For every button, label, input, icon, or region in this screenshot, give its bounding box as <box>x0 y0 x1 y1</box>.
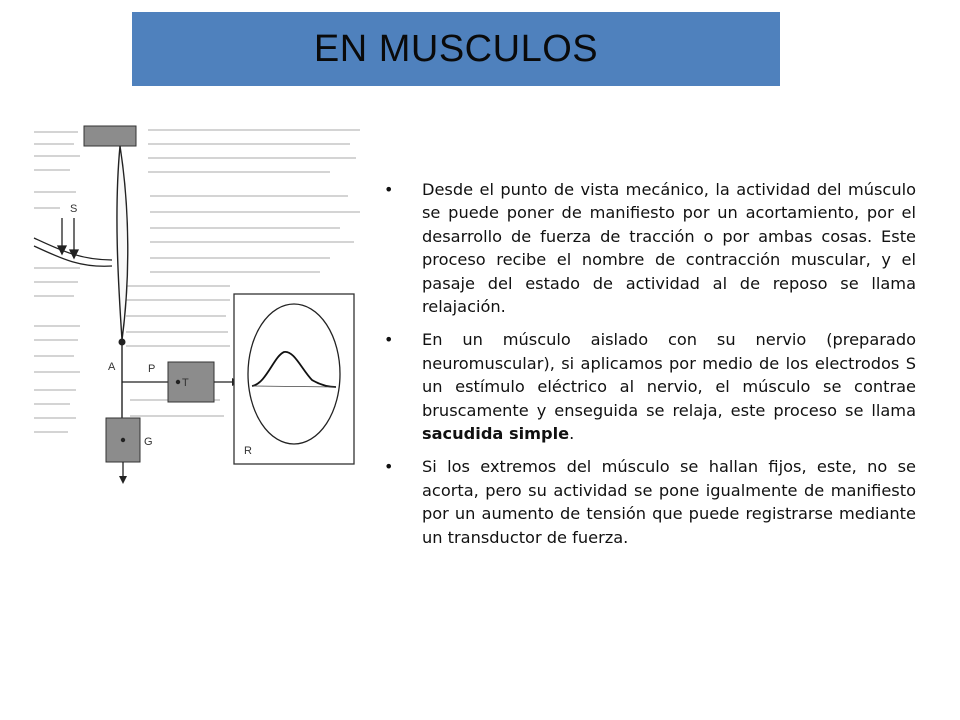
transducer-t <box>168 362 214 402</box>
label-t: T <box>182 377 189 389</box>
bullet-item <box>384 455 916 549</box>
slide-title: EN MUSCULOS <box>313 27 599 70</box>
label-r: R <box>244 445 252 457</box>
label-a: A <box>108 361 116 373</box>
bullet-item <box>384 328 916 445</box>
bullet-text: Desde el punto de vista mecánico, la actividad del músculo se puede poner de manifiesto por un acortamiento, por el desarrollo de fuerza de tracción o por ambas cosas. Este proceso recibe el nombre de contracción muscular, y el pasaje del estado de actividad al de reposo se llama relajación. <box>422 180 916 317</box>
label-s: S <box>70 203 78 215</box>
muscle-spindle <box>117 146 128 340</box>
bullet-text: En un músculo aislado con su nervio (preparado neuromuscular), si aplicamos por medio de los electrodos S un estímulo eléctrico al nervio, el músculo se contrae bruscamente y enseguida se relaja, este proceso se llama <box>422 330 916 420</box>
bullet-bold-term: sacudida simple <box>422 424 570 444</box>
junction-a <box>119 339 126 346</box>
muscle-twitch-diagram <box>30 100 366 500</box>
bullet-text: Si los extremos del músculo se hallan fijos, este, no se acorta, pero su actividad se pone igualmente de manifiesto por un aumento de tensión que puede registrarse mediante un transductor de fuerza. <box>422 457 916 547</box>
bullet-item <box>384 178 916 318</box>
label-g: G <box>144 436 153 448</box>
label-p: P <box>148 363 156 375</box>
title-banner <box>132 12 780 86</box>
bullet-text-end: . <box>569 424 575 444</box>
bullet-list-container <box>384 178 916 559</box>
bullet-list <box>384 178 916 549</box>
top-clamp <box>84 126 136 146</box>
